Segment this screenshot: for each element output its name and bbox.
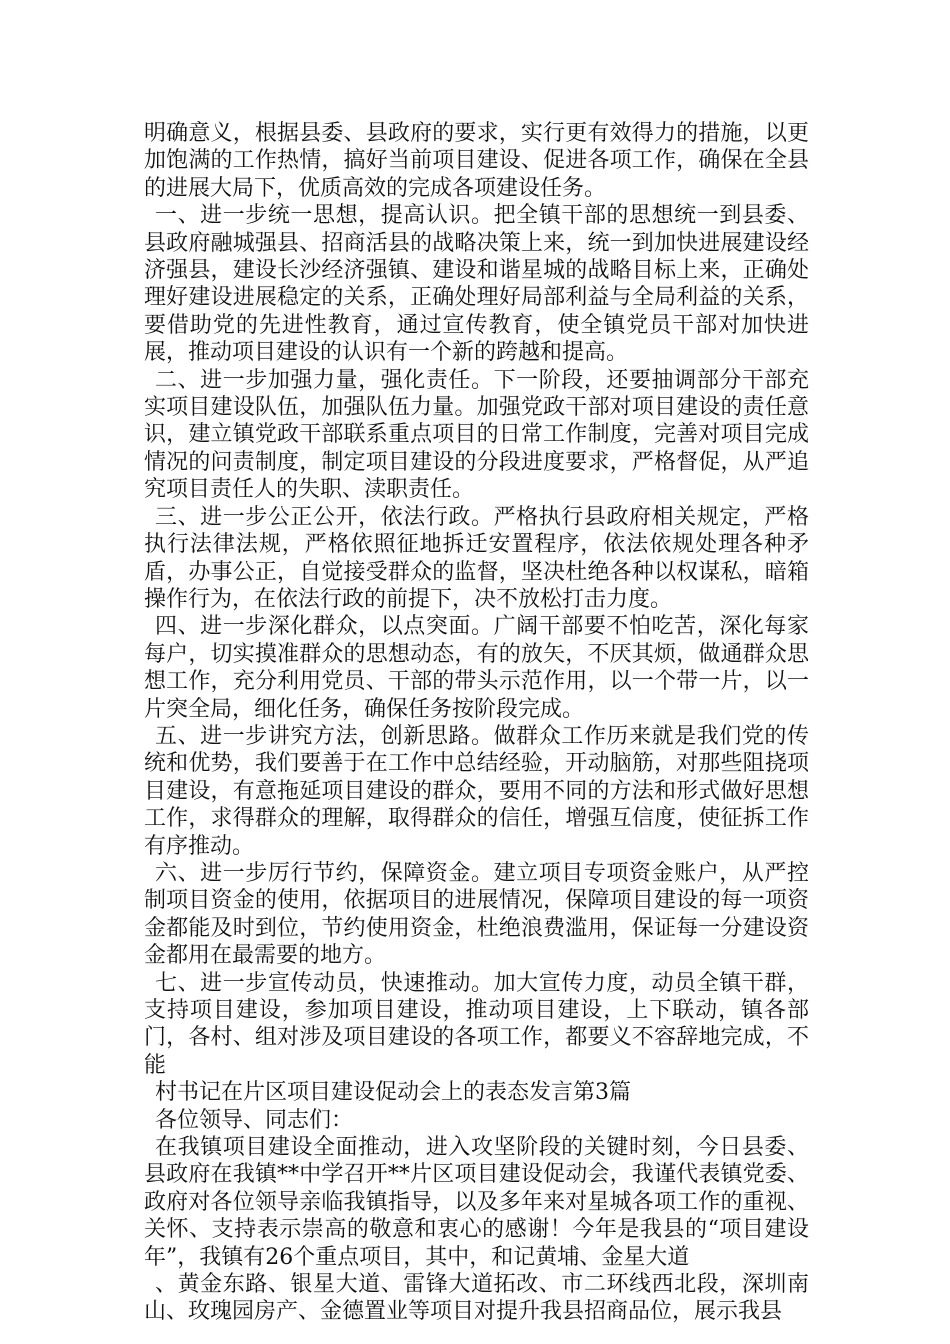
paragraph-point-4: 四、进一步深化群众，以点突面。广阔干部要不怕吃苦，深化每家每户，切实摸准群众的思想动态，有的放矢，不厌其烦，做通群众思想工作，充分利用党员、干部的带头示范作用，以一个带一片，以一片突全局，细化任务，确保任务按阶段完成。 (144, 614, 809, 722)
paragraph-point-6: 六、进一步厉行节约，保障资金。建立项目专项资金账户，从严控制项目资金的使用，依据项目的进展情况，保障项目建设的每一项资金都能及时到位，节约使用资金，杜绝浪费滥用，保证每一分建设资金都用在最需要的地方。 (144, 860, 809, 969)
salutation: 各位领导、同志们： (155, 1107, 354, 1133)
paragraph-point-5: 五、进一步讲究方法，创新思路。做群众工作历来就是我们党的传统和优势，我们要善于在工作中总结经验，开动脑筋，对那些阻挠项目建设，有意拖延项目建设的群众，要用不同的方法和形式做好思想工作，求得群众的理解，取得群众的信任，增强互信度，使征拆工作有序推动。 (144, 723, 809, 859)
paragraph-point-3: 三、进一步公正公开，依法行政。严格执行县政府相关规定，严格执行法律法规，严格依照征地拆迁安置程序，依法依规处理各种矛盾，办事公正，自觉接受群众的监督，坚决杜绝各种以权谋私，暗箱操作行为，在依法行政的前提下，决不放松打击力度。 (144, 504, 809, 612)
document-page (144, 120, 809, 1326)
paragraph-point-1: 一、进一步统一思想，提高认识。把全镇干部的思想统一到县委、县政府融城强县、招商活县的战略决策上来，统一到加快进展建设经济强县，建设长沙经济强镇、建设和谐星城的战略目标上来，正确处理好建设进展稳定的关系，正确处理好局部利益与全局利益的关系，要借助党的先进性教育，通过宣传教育，使全镇党员干部对加快进展，推动项目建设的认识有一个新的跨越和提高。 (144, 203, 809, 366)
paragraph-point-2: 二、进一步加强力量，强化责任。下一阶段，还要抽调部分干部充实项目建设队伍，加强队伍力量。加强党政干部对项目建设的责任意识，建立镇党政干部联系重点项目的日常工作制度，完善对项目完成情况的问责制度，制定项目建设的分段进度要求，严格督促，从严追究项目责任人的失职、渎职责任。 (144, 367, 809, 503)
paragraph-speech-2: 、黄金东路、银星大道、雷锋大道拓改、市二环线西北段，深圳南山、玫瑰园房产、金德置业等项目对提升我县招商品位，展示我县 (144, 1272, 809, 1325)
paragraph-point-7: 七、进一步宣传动员，快速推动。加大宣传力度，动员全镇干群，支持项目建设，参加项目建设，推动项目建设，上下联动，镇各部门，各村、组对涉及项目建设的各项工作，都要义不容辞地完成，不能 (144, 970, 809, 1078)
paragraph-speech-1: 在我镇项目建设全面推动，进入攻坚阶段的关键时刻，今日县委、县政府在我镇**中学召开**片区项目建设促动会，我谨代表镇党委、政府对各位领导亲临我镇指导，以及多年来对星城各项工作的重视、关怀、支持表示崇高的敬意和衷心的感谢！今年是我县的“项目建设年”，我镇有26个重点项目，其中，和记黄埔、金星大道 (144, 1135, 809, 1270)
paragraph-intro: 明确意义，根据县委、县政府的要求，实行更有效得力的措施，以更加饱满的工作热情，搞好当前项目建设、促进各项工作，确保在全县的进展大局下，优质高效的完成各项建设任务。 (144, 121, 809, 201)
section-title: 村书记在片区项目建设促动会上的表态发言第3篇 (155, 1080, 631, 1106)
